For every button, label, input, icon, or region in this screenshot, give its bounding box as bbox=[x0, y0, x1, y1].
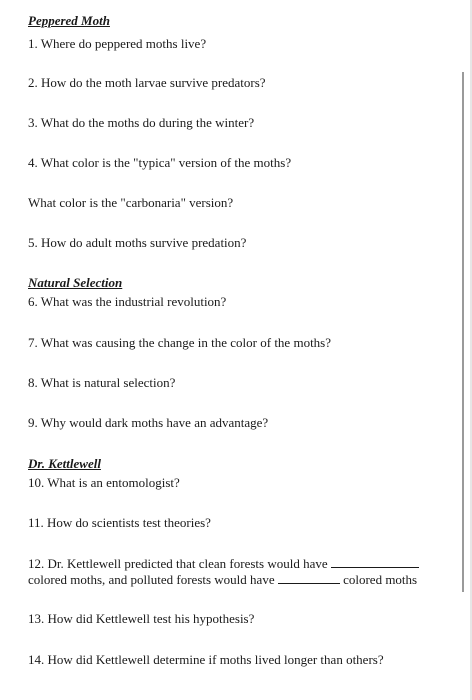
section-heading-peppered-moth: Peppered Moth bbox=[28, 13, 110, 28]
question-10: 10. What is an entomologist? bbox=[28, 475, 180, 490]
answer-blank-polluted-forest[interactable] bbox=[278, 571, 340, 584]
section-heading-natural-selection: Natural Selection bbox=[28, 275, 123, 290]
question-9: 9. Why would dark moths have an advantage? bbox=[28, 415, 269, 430]
section-heading-dr-kettlewell: Dr. Kettlewell bbox=[28, 456, 101, 471]
question-3: 3. What do the moths do during the winter? bbox=[28, 115, 255, 130]
question-2: 2. How do the moth larvae survive predators? bbox=[28, 75, 266, 90]
question-13: 13. How did Kettlewell test his hypothesis? bbox=[28, 611, 255, 626]
question-14: 14. How did Kettlewell determine if moths lived longer than others? bbox=[28, 652, 384, 667]
question-12-line-2 bbox=[28, 571, 417, 588]
question-12-text-2: colored moths, and polluted forests would have bbox=[28, 572, 275, 587]
answer-blank-clean-forest[interactable] bbox=[331, 555, 419, 568]
question-11: 11. How do scientists test theories? bbox=[28, 515, 211, 530]
question-4: 4. What color is the "typica" version of the moths? bbox=[28, 155, 292, 170]
question-6: 6. What was the industrial revolution? bbox=[28, 294, 227, 309]
question-1: 1. Where do peppered moths live? bbox=[28, 36, 207, 51]
question-4b: What color is the "carbonaria" version? bbox=[28, 195, 234, 210]
question-8: 8. What is natural selection? bbox=[28, 375, 176, 390]
scrollbar[interactable] bbox=[462, 72, 464, 592]
question-12-text-1: 12. Dr. Kettlewell predicted that clean forests would have bbox=[28, 556, 328, 571]
question-5: 5. How do adult moths survive predation? bbox=[28, 235, 247, 250]
question-7: 7. What was causing the change in the color of the moths? bbox=[28, 335, 332, 350]
question-12-text-3: colored moths bbox=[343, 572, 418, 587]
question-12-line-1 bbox=[28, 555, 419, 572]
